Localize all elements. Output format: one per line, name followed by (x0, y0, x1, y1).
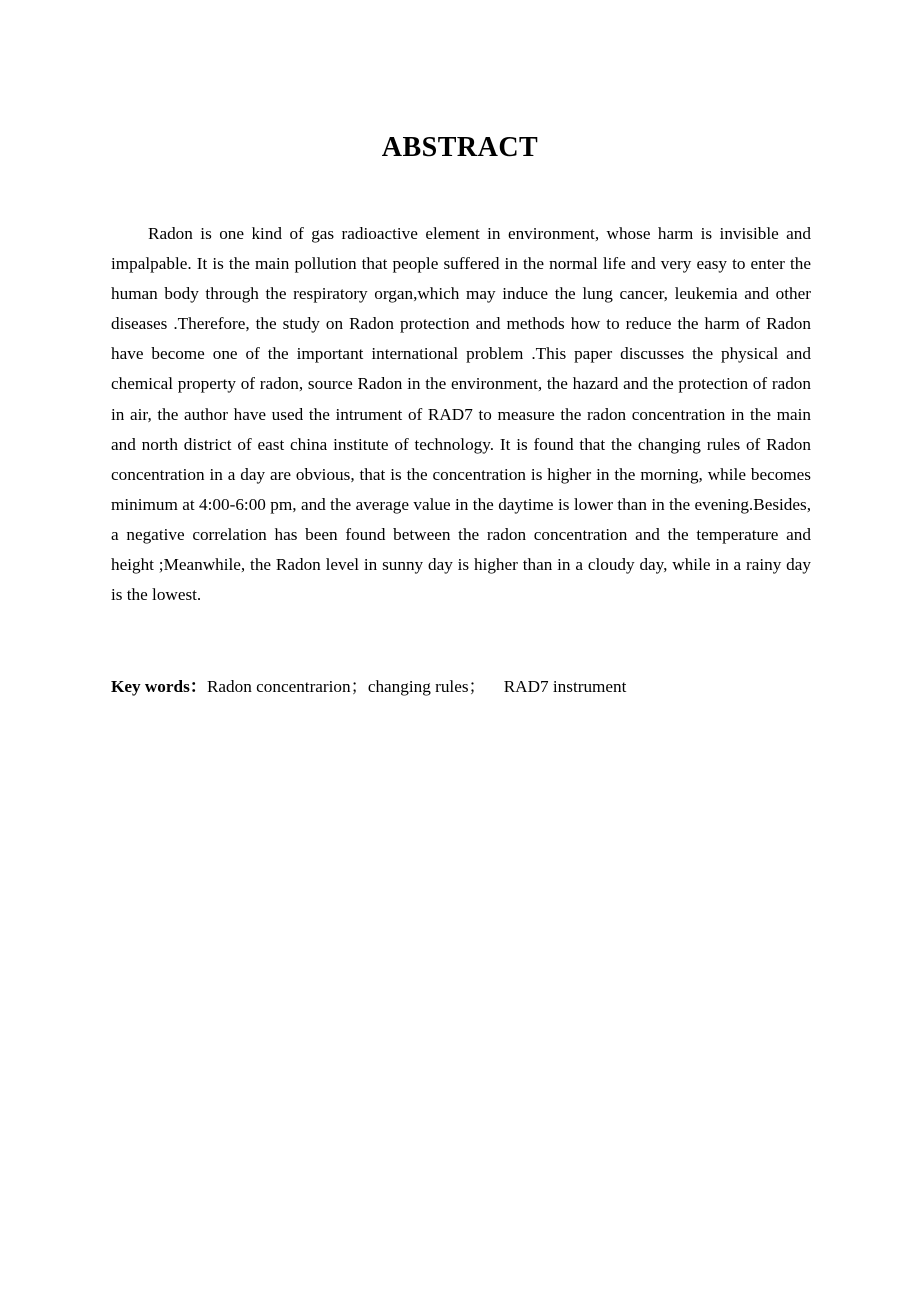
abstract-paragraph: Radon is one kind of gas radioactive element in environment, whose harm is invisible and impalpable. It is the main pollution that people suffered in the normal life and very easy to enter the human body through the respiratory organ,which may induce the lung cancer, leukemia and other diseases .Therefore, the study on Radon protection and methods how to reduce the harm of Radon have become one of the important international problem .This paper discusses the physical and chemical property of radon, source Radon in the environment, the hazard and the protection of radon in air, the author have used the intrument of RAD7 to measure the radon concentration in the main and north district of east china institute of technology. It is found that the changing rules of Radon concentration in a day are obvious, that is the concentration is higher in the morning, while becomes minimum at 4:00-6:00 pm, and the average value in the daytime is lower than in the evening.Besides, a negative correlation has been found between the radon concentration and the temperature and height ;Meanwhile, the Radon level in sunny day is higher than in a cloudy day, while in a rainy day is the lowest. (111, 224, 811, 605)
keyword-item-3: RAD7 instrument (503, 677, 627, 696)
keywords-line (111, 672, 811, 702)
page-title: ABSTRACT (381, 132, 539, 163)
keywords-label: Key words： (111, 677, 207, 696)
keyword-item-1: Radon concentrarion； (206, 677, 368, 696)
keyword-item-2: changing rules； (367, 677, 486, 696)
